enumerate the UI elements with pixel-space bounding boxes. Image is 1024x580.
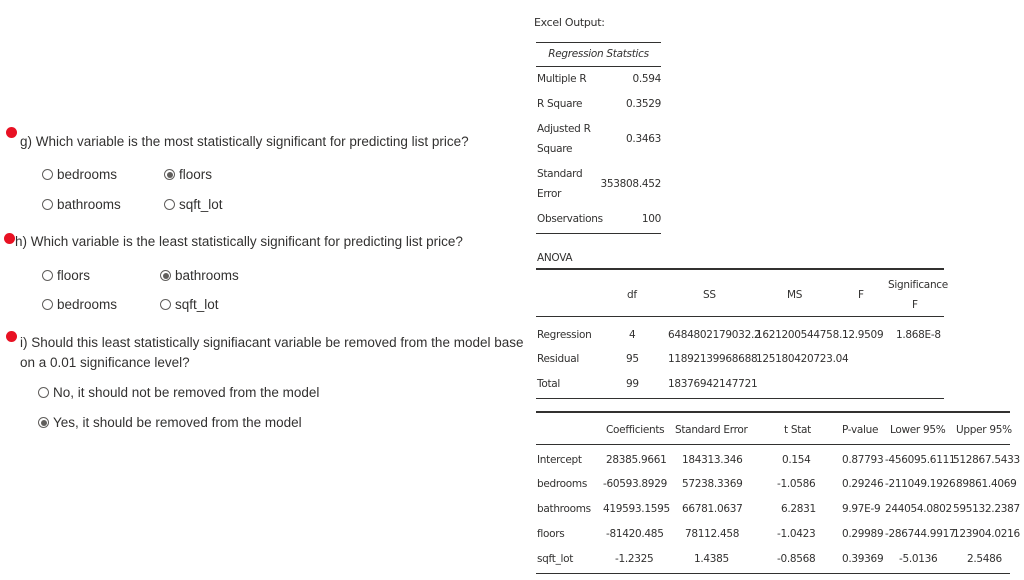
radio-button[interactable] — [38, 387, 49, 398]
coef-cell: 419593.1595 — [603, 503, 670, 515]
coef-cell: 0.154 — [782, 454, 811, 466]
anova-cell: 11892139968688 — [668, 353, 758, 365]
coef-header-coefficients: Coefficients — [606, 424, 665, 436]
required-indicator-h — [4, 233, 15, 244]
coef-cell: -1.0423 — [777, 528, 816, 540]
coef-header-upper-95: Upper 95% — [956, 424, 1012, 436]
stat-label: Adjusted R — [537, 123, 591, 135]
anova-header-significance-f: F — [912, 299, 918, 311]
required-indicator-g — [6, 127, 17, 138]
coef-cell: 28385.9661 — [606, 454, 667, 466]
radio-button-selected[interactable] — [164, 169, 175, 180]
coef-cell: -1.0586 — [777, 478, 816, 490]
coef-cell: 78112.458 — [685, 528, 740, 540]
anova-row-label: Residual — [537, 353, 579, 365]
radio-button[interactable] — [164, 199, 175, 210]
coef-cell: 66781.0637 — [682, 503, 743, 515]
coef-cell: 184313.346 — [682, 454, 743, 466]
option-h-bedrooms[interactable] — [42, 297, 117, 312]
radio-button[interactable] — [42, 270, 53, 281]
coef-cell: 512867.5433 — [953, 454, 1020, 466]
coef-cell: 6.2831 — [781, 503, 816, 515]
option-g-floors[interactable] — [164, 167, 212, 182]
coef-header-p-value: P-value — [842, 424, 879, 436]
option-g-bathrooms[interactable] — [42, 197, 121, 212]
coef-cell: 123904.0216 — [953, 528, 1020, 540]
stat-label-line2: Square — [537, 143, 573, 155]
coef-cell: 2.5486 — [967, 553, 1002, 565]
radio-button[interactable] — [42, 199, 53, 210]
table-rule — [536, 42, 661, 43]
stat-value: 0.594 — [632, 73, 661, 85]
radio-button-selected[interactable] — [38, 417, 49, 428]
option-label: sqft_lot — [175, 297, 219, 312]
coef-cell: 0.39369 — [842, 553, 884, 565]
option-i-no[interactable] — [38, 385, 319, 400]
excel-output-title: Excel Output: — [534, 16, 605, 29]
question-i-text-line2: on a 0.01 significance level? — [20, 355, 190, 370]
stat-value: 353808.452 — [600, 178, 661, 190]
anova-cell: 1621200544758.1 — [756, 329, 849, 341]
coef-header-standard-error: Standard Error — [675, 424, 748, 436]
coef-cell: 595132.2387 — [953, 503, 1020, 515]
coef-row-label: bedrooms — [537, 478, 588, 490]
regression-stats-header: Regression Statstics — [548, 48, 649, 60]
option-label: bedrooms — [57, 297, 118, 312]
option-i-yes[interactable] — [38, 415, 302, 430]
coef-cell: -286744.9917 — [885, 528, 956, 540]
option-h-floors[interactable] — [42, 268, 90, 283]
table-rule — [536, 268, 944, 270]
anova-row-label: Total — [537, 378, 561, 390]
coef-cell: 0.29989 — [842, 528, 884, 540]
coef-header-t-stat: t Stat — [784, 424, 811, 436]
radio-button-selected[interactable] — [160, 270, 171, 281]
option-label: bathrooms — [57, 197, 121, 212]
option-label: No, it should not be removed from the model — [53, 385, 320, 400]
option-h-sqft-lot[interactable] — [160, 297, 219, 312]
anova-header-df: df — [627, 289, 637, 301]
anova-title: ANOVA — [537, 252, 573, 264]
coef-cell: 0.29246 — [842, 478, 884, 490]
stat-label: R Square — [537, 98, 583, 110]
anova-header-ss: SS — [703, 289, 716, 301]
anova-header-ms: MS — [787, 289, 803, 301]
coef-cell: -0.8568 — [777, 553, 816, 565]
coef-row-label: sqft_lot — [537, 553, 574, 565]
anova-cell: 95 — [626, 353, 639, 365]
coef-cell: -1.2325 — [615, 553, 654, 565]
option-g-bedrooms[interactable] — [42, 167, 117, 182]
option-label: Yes, it should be removed from the model — [53, 415, 302, 430]
stat-value: 0.3529 — [626, 98, 661, 110]
anova-header-significance: Significance — [888, 279, 948, 291]
stat-label: Observations — [537, 213, 603, 225]
anova-header-f: F — [858, 289, 864, 301]
anova-cell: 6484802179032.2 — [668, 329, 761, 341]
stat-label: Multiple R — [537, 73, 587, 85]
option-g-sqft-lot[interactable] — [164, 197, 223, 212]
coef-cell: 0.87793 — [842, 454, 884, 466]
radio-button[interactable] — [160, 299, 171, 310]
option-label: floors — [57, 268, 91, 283]
coef-cell: -5.0136 — [899, 553, 938, 565]
question-h-text: h) Which variable is the least statistically significant for predicting list price? — [15, 234, 463, 249]
anova-cell: 18376942147721 — [668, 378, 758, 390]
table-rule — [536, 66, 661, 67]
anova-cell: 4 — [629, 329, 636, 341]
coef-cell: -60593.8929 — [603, 478, 667, 490]
required-indicator-i — [6, 331, 17, 342]
table-rule — [536, 573, 1010, 574]
question-i-text-line1: i) Should this least statistically signifiacant variable be removed from the model base — [20, 335, 524, 350]
coef-cell: 244054.0802 — [885, 503, 952, 515]
anova-row-label: Regression — [537, 329, 592, 341]
coef-cell: 57238.3369 — [682, 478, 743, 490]
radio-button[interactable] — [42, 169, 53, 180]
option-h-bathrooms[interactable] — [160, 268, 239, 283]
table-rule — [536, 316, 944, 317]
table-rule — [536, 398, 944, 399]
question-g-text: g) Which variable is the most statistically significant for predicting list price? — [20, 134, 469, 149]
coef-cell: 89861.4069 — [956, 478, 1017, 490]
coef-cell: 9.97E-9 — [842, 503, 881, 515]
stat-value: 0.3463 — [626, 133, 661, 145]
coef-header-lower-95: Lower 95% — [890, 424, 946, 436]
coef-cell: -211049.1926 — [885, 478, 956, 490]
coef-cell: 1.4385 — [694, 553, 729, 565]
anova-cell: 1.868E-8 — [896, 329, 941, 341]
coef-cell: -456095.6111 — [885, 454, 956, 466]
option-label: floors — [179, 167, 213, 182]
stat-label-line2: Error — [537, 188, 562, 200]
table-rule — [536, 411, 1010, 413]
coef-row-label: bathrooms — [537, 503, 591, 515]
anova-cell: 125180420723.04 — [756, 353, 849, 365]
anova-cell: 12.9509 — [842, 329, 884, 341]
table-rule — [536, 233, 661, 234]
option-label: sqft_lot — [179, 197, 223, 212]
option-label: bathrooms — [175, 268, 239, 283]
coef-row-label: Intercept — [537, 454, 582, 466]
anova-cell: 99 — [626, 378, 639, 390]
option-label: bedrooms — [57, 167, 118, 182]
coef-row-label: floors — [537, 528, 565, 540]
stat-label: Standard — [537, 168, 583, 180]
coef-cell: -81420.485 — [606, 528, 664, 540]
stat-value: 100 — [641, 213, 661, 225]
table-rule — [536, 444, 1010, 445]
radio-button[interactable] — [42, 299, 53, 310]
